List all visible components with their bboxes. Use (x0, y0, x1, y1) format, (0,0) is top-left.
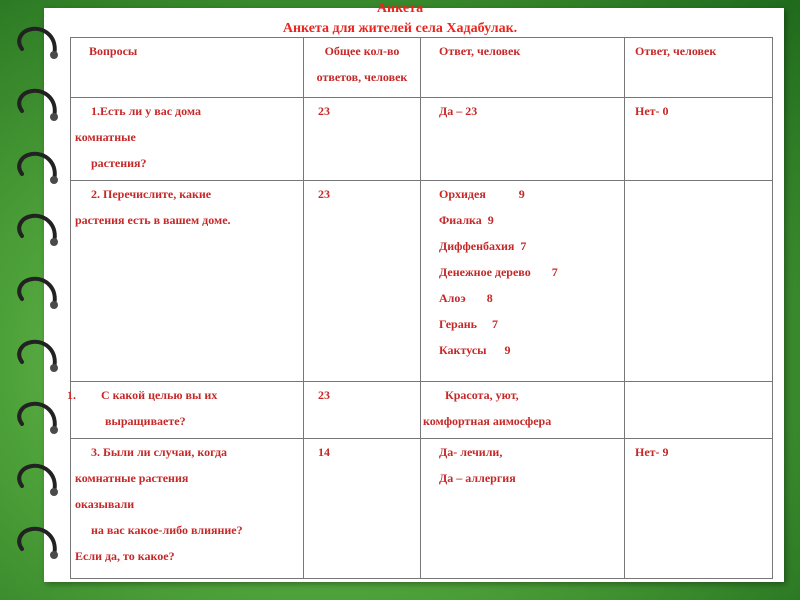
spiral-ring-icon (14, 338, 60, 374)
spiral-ring-icon (14, 212, 60, 248)
header-total (304, 38, 421, 98)
table-row (71, 439, 773, 579)
answer-cell (625, 98, 773, 181)
spiral-ring-icon (14, 150, 60, 186)
answer-line: Диффенбахия 7 (439, 239, 527, 253)
answer-line: Денежное дерево 7 (439, 265, 558, 279)
answer-line: комфортная аимосфера (423, 414, 552, 428)
answer-line: Красота, уют, (445, 388, 519, 402)
answer-line: Да- лечили, (439, 445, 503, 459)
answer-line: Алоэ 8 (439, 291, 493, 305)
question-line: растения есть в вашем доме. (75, 213, 231, 227)
question-line: растения? (91, 156, 147, 170)
slide-title-small: Анкета (376, 1, 424, 16)
answer-line: Фиалка 9 (439, 213, 494, 227)
answer-line: Кактусы 9 (439, 343, 511, 357)
table-row (71, 382, 773, 439)
slide-title: Анкета для жителей села Хадабулак. (282, 21, 518, 36)
total-cell (304, 98, 421, 181)
table-row (71, 98, 773, 181)
answer-line: Герань 7 (439, 317, 498, 331)
question-line: оказывали (75, 497, 135, 511)
spiral-ring-icon (14, 462, 60, 498)
answer-line: Да – 23 (439, 104, 478, 118)
spiral-ring-icon (14, 400, 60, 436)
answer-cell (625, 181, 773, 382)
answer-cell (625, 439, 773, 579)
total-cell (304, 181, 421, 382)
header-label: Вопросы (89, 44, 138, 58)
question-line: 2. Перечислите, какие (91, 187, 212, 201)
header-answer-1 (421, 38, 625, 98)
table-row (71, 181, 773, 382)
answer-cell (421, 439, 625, 579)
spiral-ring-icon (14, 275, 60, 311)
question-cell (67, 382, 304, 439)
total-value: 23 (318, 388, 330, 402)
total-value: 23 (318, 104, 330, 118)
answer-cell (421, 382, 625, 439)
spiral-ring-icon (14, 87, 60, 123)
header-label: Ответ, человек (439, 44, 521, 58)
spiral-ring-icon (14, 525, 60, 561)
question-cell (71, 181, 304, 382)
total-cell (304, 382, 421, 439)
answer-cell (421, 181, 625, 382)
question-line: выращиваете? (105, 414, 186, 428)
question-cell (71, 98, 304, 181)
question-line: 1.Есть ли у вас дома (91, 104, 201, 118)
header-label: ответов, человек (316, 70, 408, 84)
header-questions (71, 38, 304, 98)
total-value: 23 (318, 187, 330, 201)
answer-cell (421, 98, 625, 181)
answer-line: Нет- 9 (635, 445, 669, 459)
question-number: 1. (67, 388, 76, 402)
question-line: Если да, то какое? (75, 549, 175, 563)
question-cell (71, 439, 304, 579)
question-line-wrap (67, 382, 303, 408)
answer-line: Орхидея 9 (439, 187, 525, 201)
question-line: 3. Были ли случаи, когда (91, 445, 228, 459)
question-line: на вас какое-либо влияние? (91, 523, 243, 537)
total-cell (304, 439, 421, 579)
survey-table (67, 37, 773, 579)
question-line: комнатные (75, 130, 136, 144)
header-label: Ответ, человек (635, 44, 717, 58)
answer-line: Нет- 0 (635, 104, 669, 118)
table-header-row (71, 38, 773, 98)
question-line: комнатные растения (75, 471, 189, 485)
question-line: С какой целью вы их (101, 388, 218, 402)
total-value: 14 (318, 445, 330, 459)
header-answer-2 (625, 38, 773, 98)
answer-cell (625, 382, 773, 439)
answer-line: Да – аллергия (439, 471, 516, 485)
header-label: Общее кол-во (324, 44, 400, 58)
